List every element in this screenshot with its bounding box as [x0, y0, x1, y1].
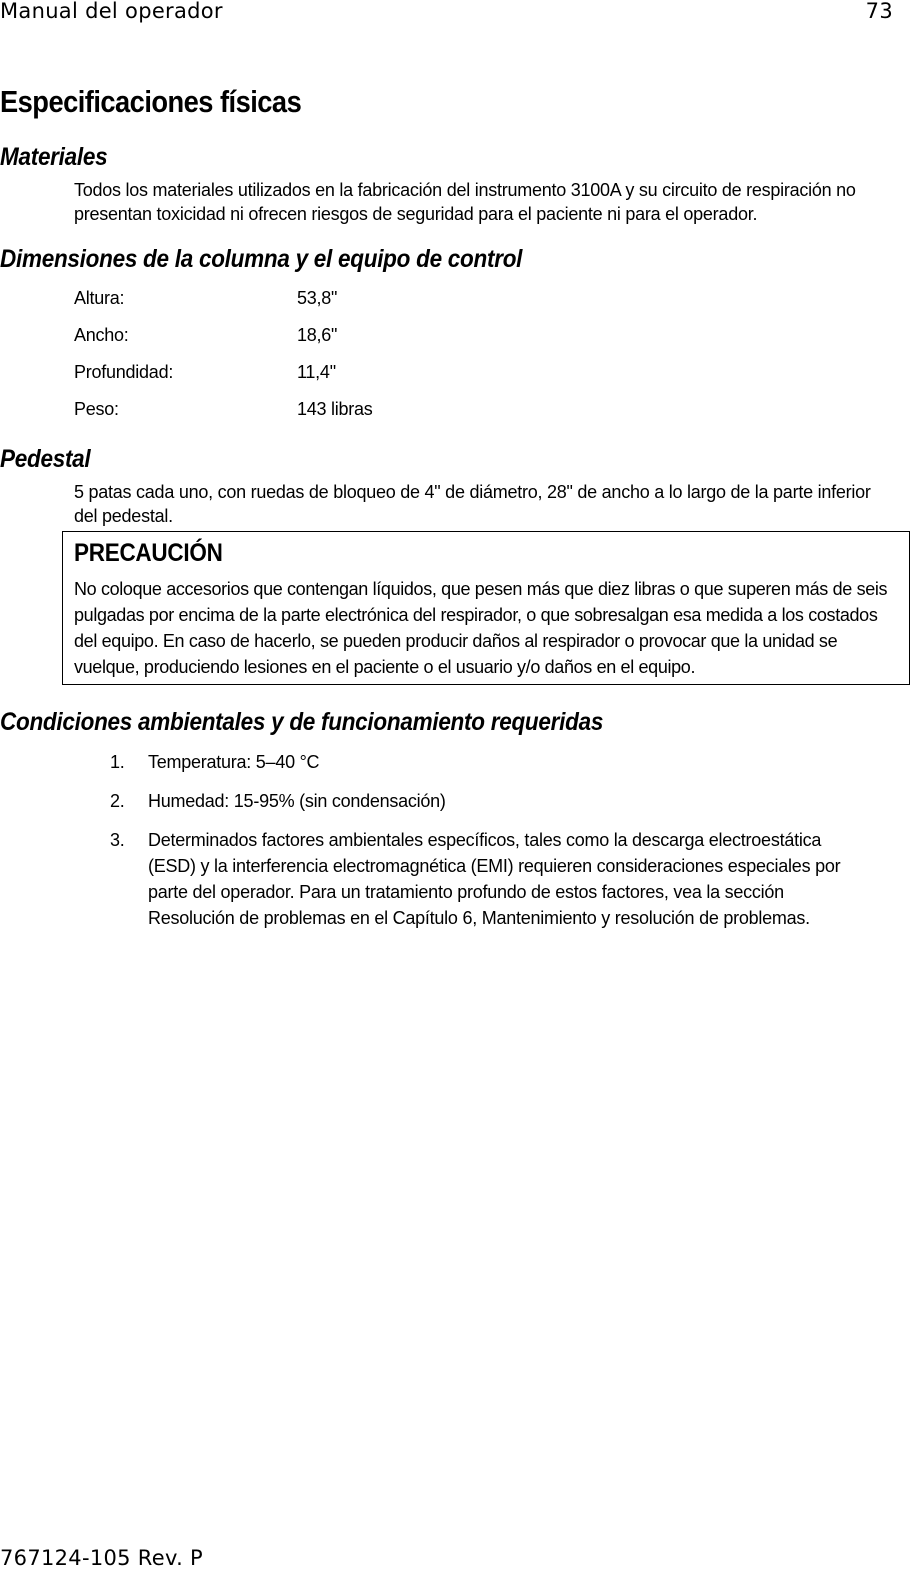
dimensions-heading: Dimensiones de la columna y el equipo de control — [0, 245, 523, 273]
materials-text: Todos los materiales utilizados en la fabricación del instrumento 3100A y su circuito de respiración no presentan toxicidad ni ofrecen riesgos de seguridad para el paciente ni para el operador. — [74, 180, 856, 224]
conditions-list — [110, 749, 870, 931]
section-title: Especificaciones físicas — [0, 84, 302, 119]
list-item — [110, 788, 870, 814]
pedestal-text: 5 patas cada uno, con ruedas de bloqueo de 4" de diámetro, 28" de ancho a lo largo de la parte inferior del pedestal. — [74, 482, 871, 526]
dimension-row-width — [74, 317, 373, 354]
caution-title: PRECAUCIÓN — [74, 539, 223, 567]
list-item — [110, 749, 870, 775]
materials-heading: Materiales — [0, 143, 108, 171]
spec-label: Ancho: — [74, 325, 129, 345]
dimension-row-depth — [74, 354, 373, 391]
page-number: 73 — [865, 0, 893, 23]
list-item-number: 1. — [110, 752, 125, 772]
list-item-text: Temperatura: 5–40 °C — [148, 752, 320, 772]
spec-label: Profundidad: — [74, 362, 174, 382]
dimensions-table — [74, 280, 373, 428]
list-item-number: 2. — [110, 791, 125, 811]
spec-label: Altura: — [74, 288, 125, 308]
list-item-text: Determinados factores ambientales específicos, tales como la descarga electroestática (ESD) y la interferencia electromagnética (EMI) requieren consideraciones especiales por parte del operador. Para un tratamiento profundo de estos factores, vea la sección Resolución de problemas en el Capítulo 6, Mantenimiento y resolución de problemas. — [148, 830, 841, 928]
page-footer: 767124-105 Rev. P — [0, 1546, 203, 1570]
list-item — [110, 827, 870, 931]
dimension-row-weight — [74, 391, 373, 428]
page-content — [0, 84, 910, 931]
caution-box — [62, 531, 910, 685]
list-item-number: 3. — [110, 830, 125, 850]
conditions-heading: Condiciones ambientales y de funcionamiento requeridas — [0, 708, 604, 736]
dimension-row-height — [74, 280, 373, 317]
caution-text: No coloque accesorios que contengan líquidos, que pesen más que diez libras o que superen más de seis pulgadas por encima de la parte electrónica del respirador, o que sobresalgan esa medida a los costados del equipo. En caso de hacerlo, se pueden producir daños al respirador o provocar que la unidad se vuelque, produciendo lesiones en el paciente o el usuario y/o daños en el equipo. — [74, 579, 888, 677]
pedestal-heading: Pedestal — [0, 445, 91, 473]
spec-value: 11,4" — [297, 362, 336, 382]
spec-value: 143 libras — [297, 399, 373, 419]
spec-value: 18,6" — [297, 325, 338, 345]
spec-label: Peso: — [74, 399, 119, 419]
manual-title: Manual del operador — [0, 0, 223, 23]
list-item-text: Humedad: 15-95% (sin condensación) — [148, 791, 446, 811]
spec-value: 53,8" — [297, 288, 338, 308]
